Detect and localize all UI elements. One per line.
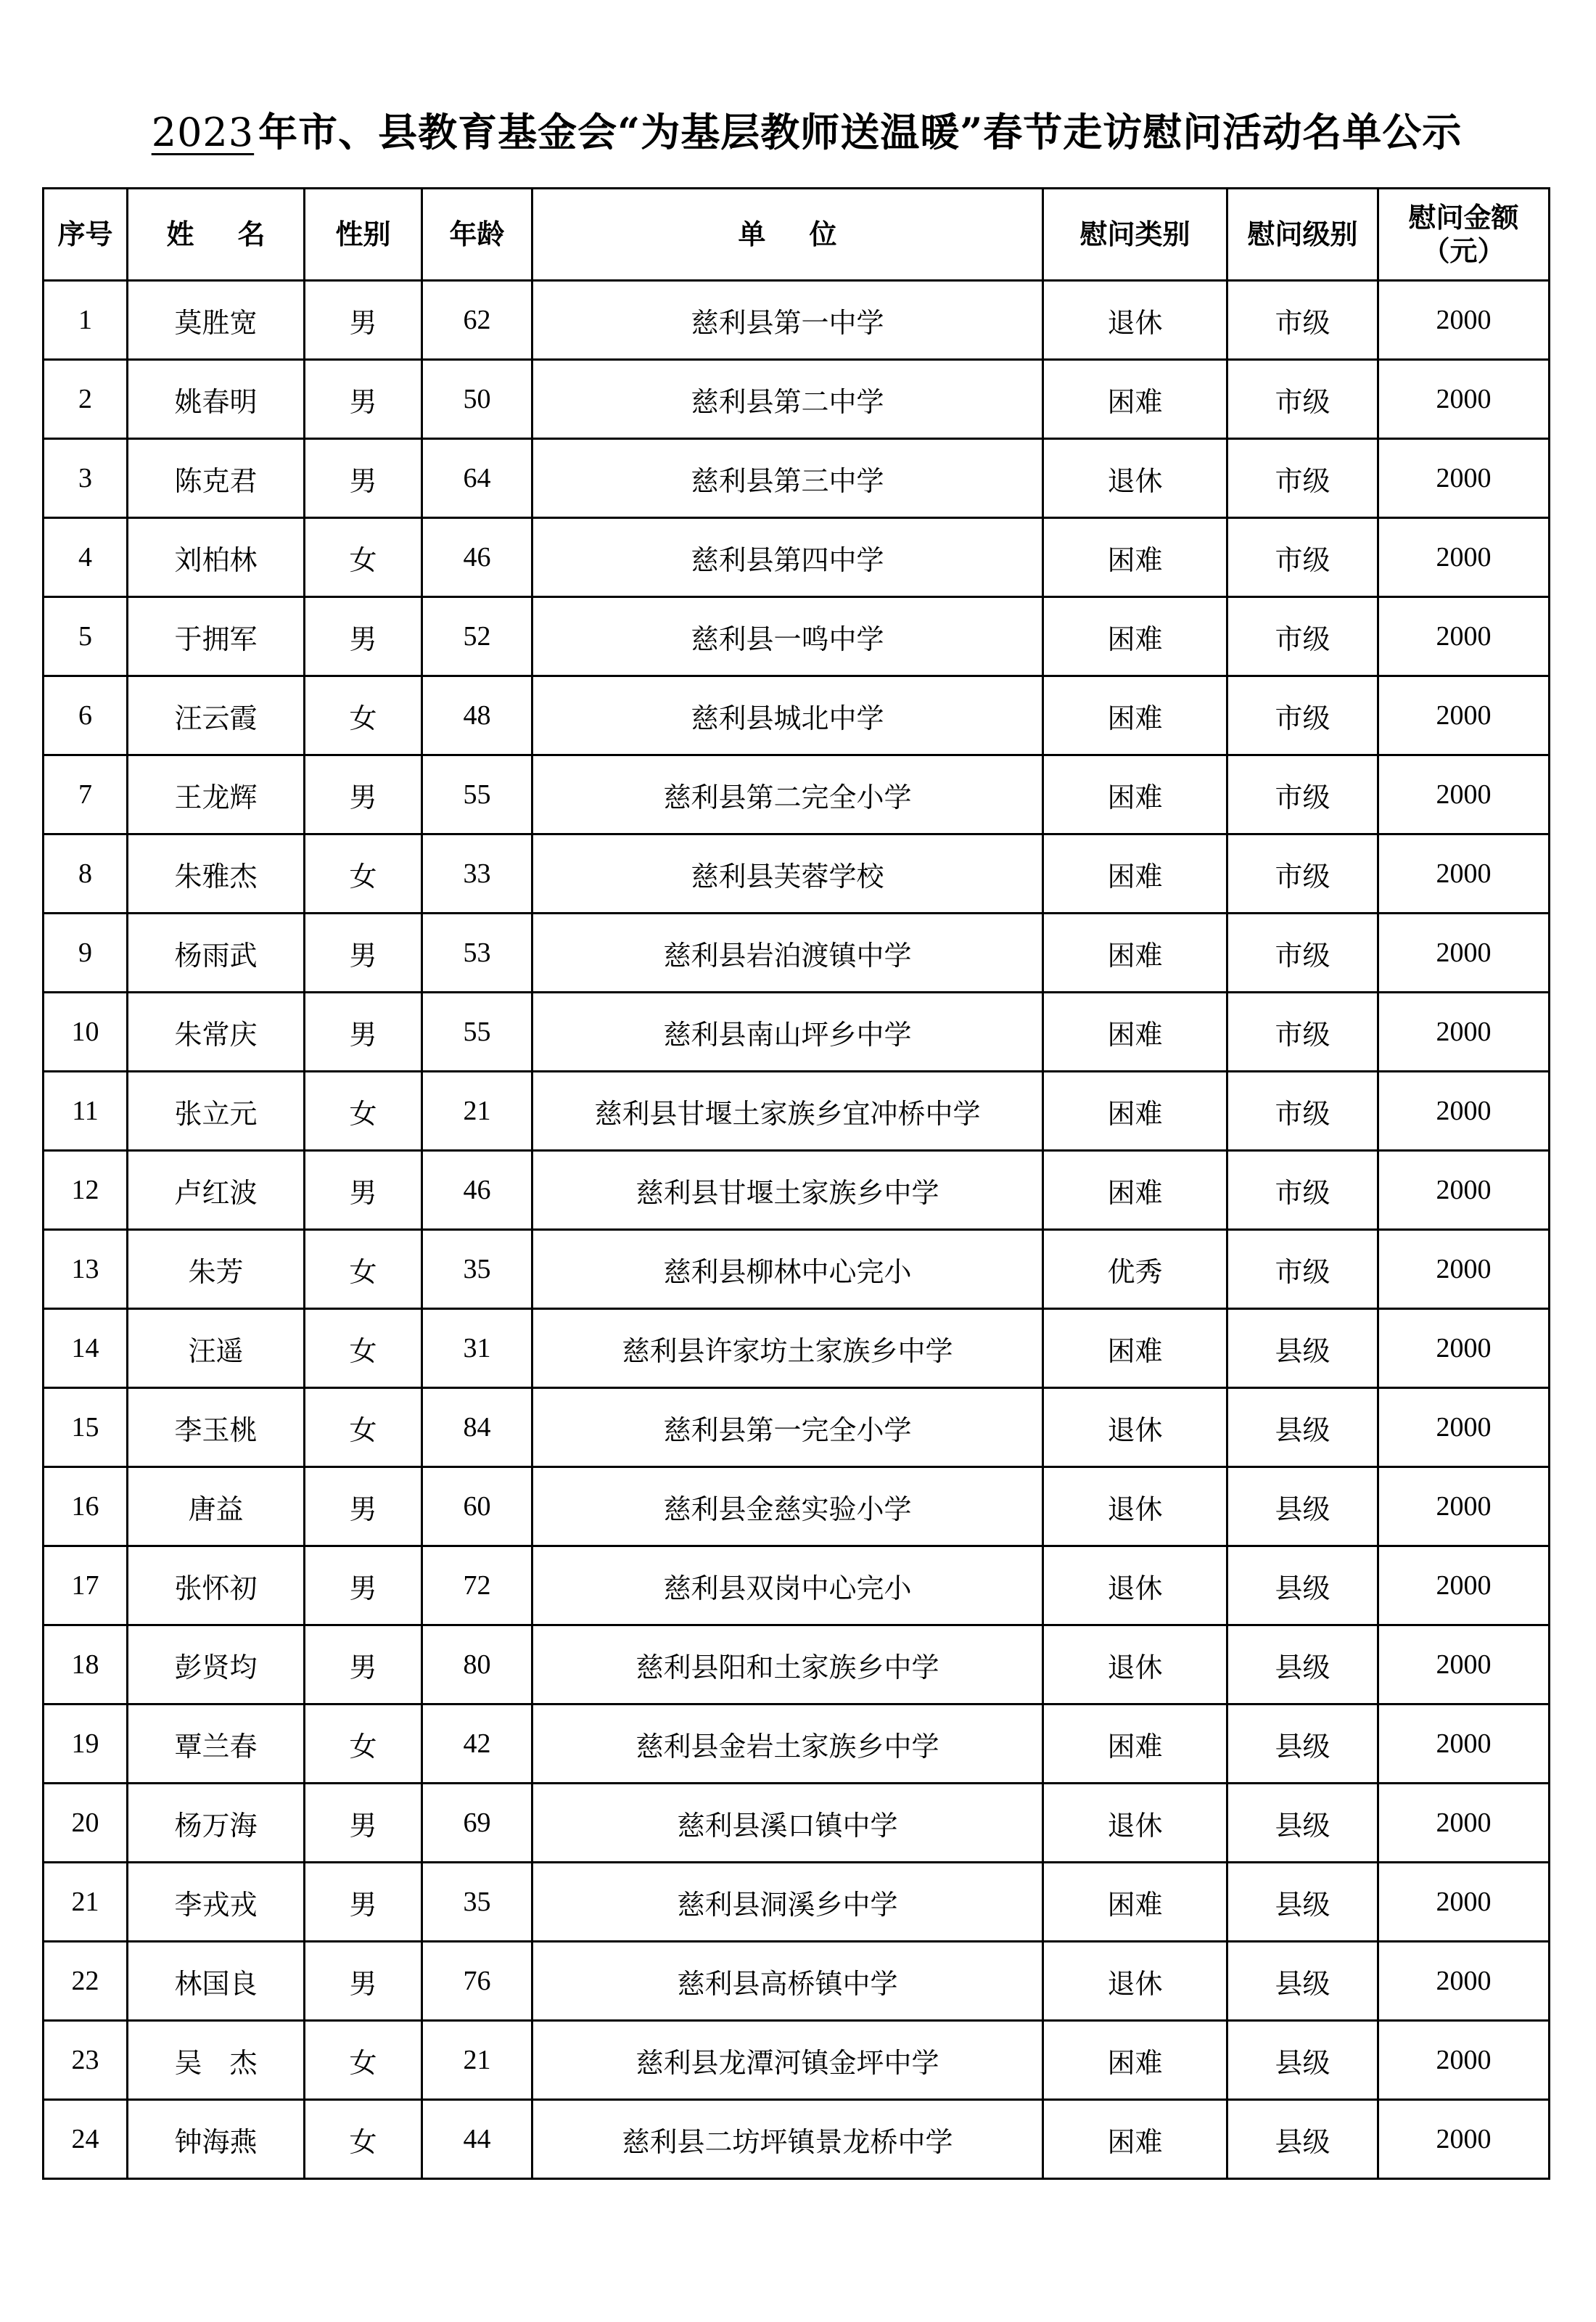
cell-gender: 男 bbox=[305, 1151, 422, 1230]
table-row bbox=[44, 281, 1550, 360]
cell-level: 县级 bbox=[1227, 1546, 1378, 1625]
table-row bbox=[44, 1309, 1550, 1388]
cell-unit: 慈利县金岩土家族乡中学 bbox=[532, 1704, 1043, 1784]
cell-name: 王龙辉 bbox=[128, 755, 305, 834]
cell-index: 5 bbox=[44, 597, 128, 676]
cell-amount: 2000 bbox=[1378, 914, 1550, 993]
cell-amount: 2000 bbox=[1378, 1467, 1550, 1546]
header-level: 慰问级别 bbox=[1227, 189, 1378, 281]
cell-level: 市级 bbox=[1227, 1151, 1378, 1230]
cell-unit: 慈利县芙蓉学校 bbox=[532, 834, 1043, 914]
cell-age: 76 bbox=[422, 1942, 532, 2021]
cell-index: 18 bbox=[44, 1625, 128, 1704]
cell-level: 县级 bbox=[1227, 1942, 1378, 2021]
header-index: 序号 bbox=[44, 189, 128, 281]
cell-age: 44 bbox=[422, 2100, 532, 2179]
table-row bbox=[44, 1784, 1550, 1863]
cell-unit: 慈利县溪口镇中学 bbox=[532, 1784, 1043, 1863]
cell-category: 困难 bbox=[1043, 993, 1227, 1072]
cell-gender: 男 bbox=[305, 914, 422, 993]
cell-age: 46 bbox=[422, 518, 532, 597]
cell-age: 42 bbox=[422, 1704, 532, 1784]
cell-name: 于拥军 bbox=[128, 597, 305, 676]
header-unit-b: 位 bbox=[809, 218, 837, 250]
cell-index: 6 bbox=[44, 676, 128, 755]
cell-name: 李戎戎 bbox=[128, 1863, 305, 1942]
cell-age: 21 bbox=[422, 1072, 532, 1151]
header-category: 慰问类别 bbox=[1043, 189, 1227, 281]
cell-amount: 2000 bbox=[1378, 1942, 1550, 2021]
table-row bbox=[44, 755, 1550, 834]
cell-name: 卢红波 bbox=[128, 1151, 305, 1230]
cell-amount: 2000 bbox=[1378, 1230, 1550, 1309]
cell-age: 60 bbox=[422, 1467, 532, 1546]
cell-gender: 男 bbox=[305, 993, 422, 1072]
header-name bbox=[128, 189, 305, 281]
table-row bbox=[44, 1625, 1550, 1704]
cell-level: 县级 bbox=[1227, 1388, 1378, 1467]
cell-amount: 2000 bbox=[1378, 518, 1550, 597]
cell-gender: 女 bbox=[305, 834, 422, 914]
cell-index: 13 bbox=[44, 1230, 128, 1309]
table-row bbox=[44, 1863, 1550, 1942]
cell-index: 2 bbox=[44, 360, 128, 439]
cell-level: 县级 bbox=[1227, 1467, 1378, 1546]
cell-level: 市级 bbox=[1227, 676, 1378, 755]
cell-category: 困难 bbox=[1043, 1704, 1227, 1784]
cell-index: 8 bbox=[44, 834, 128, 914]
cell-unit: 慈利县岩泊渡镇中学 bbox=[532, 914, 1043, 993]
cell-category: 困难 bbox=[1043, 360, 1227, 439]
cell-unit: 慈利县第三中学 bbox=[532, 439, 1043, 518]
cell-age: 50 bbox=[422, 360, 532, 439]
cell-unit: 慈利县南山坪乡中学 bbox=[532, 993, 1043, 1072]
cell-gender: 女 bbox=[305, 1230, 422, 1309]
cell-gender: 男 bbox=[305, 439, 422, 518]
cell-unit: 慈利县第四中学 bbox=[532, 518, 1043, 597]
cell-category: 困难 bbox=[1043, 676, 1227, 755]
cell-amount: 2000 bbox=[1378, 755, 1550, 834]
cell-age: 53 bbox=[422, 914, 532, 993]
cell-level: 市级 bbox=[1227, 439, 1378, 518]
cell-name: 陈克君 bbox=[128, 439, 305, 518]
cell-level: 市级 bbox=[1227, 360, 1378, 439]
cell-name: 朱芳 bbox=[128, 1230, 305, 1309]
cell-age: 31 bbox=[422, 1309, 532, 1388]
cell-age: 48 bbox=[422, 676, 532, 755]
cell-name: 朱常庆 bbox=[128, 993, 305, 1072]
cell-name: 张怀初 bbox=[128, 1546, 305, 1625]
cell-age: 84 bbox=[422, 1388, 532, 1467]
cell-gender: 女 bbox=[305, 2100, 422, 2179]
cell-amount: 2000 bbox=[1378, 2021, 1550, 2100]
cell-amount: 2000 bbox=[1378, 281, 1550, 360]
cell-name: 张立元 bbox=[128, 1072, 305, 1151]
table-row bbox=[44, 1230, 1550, 1309]
header-amount bbox=[1378, 189, 1550, 281]
cell-category: 退休 bbox=[1043, 1625, 1227, 1704]
table-row bbox=[44, 914, 1550, 993]
header-name-a: 姓 bbox=[166, 218, 194, 250]
cell-amount: 2000 bbox=[1378, 1151, 1550, 1230]
cell-category: 困难 bbox=[1043, 1309, 1227, 1388]
cell-age: 62 bbox=[422, 281, 532, 360]
cell-category: 困难 bbox=[1043, 597, 1227, 676]
cell-level: 县级 bbox=[1227, 2100, 1378, 2179]
cell-index: 17 bbox=[44, 1546, 128, 1625]
cell-category: 退休 bbox=[1043, 1388, 1227, 1467]
cell-level: 县级 bbox=[1227, 1309, 1378, 1388]
header-row bbox=[44, 189, 1550, 281]
table-row bbox=[44, 1151, 1550, 1230]
cell-age: 55 bbox=[422, 755, 532, 834]
cell-unit: 慈利县龙潭河镇金坪中学 bbox=[532, 2021, 1043, 2100]
cell-level: 县级 bbox=[1227, 1784, 1378, 1863]
cell-name: 唐益 bbox=[128, 1467, 305, 1546]
cell-age: 21 bbox=[422, 2021, 532, 2100]
header-unit bbox=[532, 189, 1043, 281]
cell-index: 7 bbox=[44, 755, 128, 834]
table-row bbox=[44, 1072, 1550, 1151]
cell-name: 李玉桃 bbox=[128, 1388, 305, 1467]
table-row bbox=[44, 439, 1550, 518]
cell-index: 15 bbox=[44, 1388, 128, 1467]
cell-age: 69 bbox=[422, 1784, 532, 1863]
cell-amount: 2000 bbox=[1378, 2100, 1550, 2179]
cell-age: 52 bbox=[422, 597, 532, 676]
cell-unit: 慈利县金慈实验小学 bbox=[532, 1467, 1043, 1546]
cell-category: 退休 bbox=[1043, 281, 1227, 360]
cell-category: 困难 bbox=[1043, 834, 1227, 914]
cell-index: 21 bbox=[44, 1863, 128, 1942]
cell-amount: 2000 bbox=[1378, 1625, 1550, 1704]
cell-gender: 女 bbox=[305, 1388, 422, 1467]
cell-category: 优秀 bbox=[1043, 1230, 1227, 1309]
cell-unit: 慈利县柳林中心完小 bbox=[532, 1230, 1043, 1309]
cell-category: 退休 bbox=[1043, 1546, 1227, 1625]
cell-name: 汪云霞 bbox=[128, 676, 305, 755]
title-text: 年市、县教育基金会“为基层教师送温暖”春节走访慰问活动名单公示 bbox=[258, 109, 1463, 155]
cell-gender: 男 bbox=[305, 1942, 422, 2021]
cell-unit: 慈利县许家坊土家族乡中学 bbox=[532, 1309, 1043, 1388]
header-amount-line1: 慰问金额 bbox=[1408, 202, 1519, 234]
cell-age: 64 bbox=[422, 439, 532, 518]
cell-unit: 慈利县甘堰土家族乡中学 bbox=[532, 1151, 1043, 1230]
cell-level: 县级 bbox=[1227, 1625, 1378, 1704]
cell-gender: 男 bbox=[305, 755, 422, 834]
cell-name: 朱雅杰 bbox=[128, 834, 305, 914]
cell-index: 22 bbox=[44, 1942, 128, 2021]
cell-index: 24 bbox=[44, 2100, 128, 2179]
cell-amount: 2000 bbox=[1378, 834, 1550, 914]
cell-gender: 女 bbox=[305, 518, 422, 597]
header-age: 年龄 bbox=[422, 189, 532, 281]
cell-amount: 2000 bbox=[1378, 360, 1550, 439]
cell-gender: 男 bbox=[305, 1625, 422, 1704]
cell-amount: 2000 bbox=[1378, 1072, 1550, 1151]
cell-index: 3 bbox=[44, 439, 128, 518]
cell-gender: 男 bbox=[305, 597, 422, 676]
cell-level: 县级 bbox=[1227, 2021, 1378, 2100]
cell-name: 姚春明 bbox=[128, 360, 305, 439]
cell-amount: 2000 bbox=[1378, 1388, 1550, 1467]
cell-unit: 慈利县洞溪乡中学 bbox=[532, 1863, 1043, 1942]
cell-gender: 女 bbox=[305, 2021, 422, 2100]
cell-gender: 女 bbox=[305, 1309, 422, 1388]
cell-index: 12 bbox=[44, 1151, 128, 1230]
table-row bbox=[44, 1942, 1550, 2021]
cell-unit: 慈利县第二完全小学 bbox=[532, 755, 1043, 834]
cell-name: 覃兰春 bbox=[128, 1704, 305, 1784]
header-name-b: 名 bbox=[237, 218, 266, 250]
cell-unit: 慈利县双岗中心完小 bbox=[532, 1546, 1043, 1625]
cell-category: 退休 bbox=[1043, 1467, 1227, 1546]
cell-unit: 慈利县一鸣中学 bbox=[532, 597, 1043, 676]
page-title bbox=[0, 102, 1596, 157]
cell-name: 莫胜宽 bbox=[128, 281, 305, 360]
cell-gender: 男 bbox=[305, 1784, 422, 1863]
cell-amount: 2000 bbox=[1378, 993, 1550, 1072]
cell-gender: 男 bbox=[305, 1863, 422, 1942]
cell-amount: 2000 bbox=[1378, 1704, 1550, 1784]
cell-category: 困难 bbox=[1043, 1863, 1227, 1942]
table-row bbox=[44, 1546, 1550, 1625]
cell-gender: 男 bbox=[305, 1467, 422, 1546]
cell-unit: 慈利县第二中学 bbox=[532, 360, 1043, 439]
cell-level: 县级 bbox=[1227, 1863, 1378, 1942]
cell-index: 16 bbox=[44, 1467, 128, 1546]
cell-name: 林国良 bbox=[128, 1942, 305, 2021]
cell-unit: 慈利县阳和土家族乡中学 bbox=[532, 1625, 1043, 1704]
cell-category: 困难 bbox=[1043, 755, 1227, 834]
cell-name: 汪遥 bbox=[128, 1309, 305, 1388]
cell-index: 1 bbox=[44, 281, 128, 360]
cell-gender: 女 bbox=[305, 676, 422, 755]
cell-unit: 慈利县第一完全小学 bbox=[532, 1388, 1043, 1467]
cell-category: 困难 bbox=[1043, 1151, 1227, 1230]
cell-category: 困难 bbox=[1043, 914, 1227, 993]
cell-name: 杨雨武 bbox=[128, 914, 305, 993]
cell-age: 35 bbox=[422, 1230, 532, 1309]
table-row bbox=[44, 2100, 1550, 2179]
cell-level: 市级 bbox=[1227, 755, 1378, 834]
table-row bbox=[44, 360, 1550, 439]
cell-age: 46 bbox=[422, 1151, 532, 1230]
cell-index: 10 bbox=[44, 993, 128, 1072]
cell-name: 杨万海 bbox=[128, 1784, 305, 1863]
cell-category: 困难 bbox=[1043, 2100, 1227, 2179]
table-row bbox=[44, 1388, 1550, 1467]
cell-level: 市级 bbox=[1227, 834, 1378, 914]
cell-name: 彭贤均 bbox=[128, 1625, 305, 1704]
cell-gender: 男 bbox=[305, 281, 422, 360]
cell-age: 33 bbox=[422, 834, 532, 914]
header-unit-a: 单 bbox=[738, 218, 766, 250]
cell-gender: 男 bbox=[305, 360, 422, 439]
cell-amount: 2000 bbox=[1378, 1309, 1550, 1388]
title-year: 2023 bbox=[151, 110, 255, 155]
cell-unit: 慈利县高桥镇中学 bbox=[532, 1942, 1043, 2021]
cell-category: 困难 bbox=[1043, 1072, 1227, 1151]
table-row bbox=[44, 834, 1550, 914]
cell-unit: 慈利县城北中学 bbox=[532, 676, 1043, 755]
cell-category: 退休 bbox=[1043, 1784, 1227, 1863]
table-row bbox=[44, 993, 1550, 1072]
cell-category: 困难 bbox=[1043, 2021, 1227, 2100]
cell-gender: 女 bbox=[305, 1072, 422, 1151]
header-gender: 性别 bbox=[305, 189, 422, 281]
cell-amount: 2000 bbox=[1378, 1784, 1550, 1863]
cell-index: 23 bbox=[44, 2021, 128, 2100]
cell-age: 55 bbox=[422, 993, 532, 1072]
cell-index: 9 bbox=[44, 914, 128, 993]
cell-name: 钟海燕 bbox=[128, 2100, 305, 2179]
cell-gender: 女 bbox=[305, 1704, 422, 1784]
cell-unit: 慈利县二坊坪镇景龙桥中学 bbox=[532, 2100, 1043, 2179]
cell-index: 11 bbox=[44, 1072, 128, 1151]
cell-category: 退休 bbox=[1043, 1942, 1227, 2021]
table-row bbox=[44, 1467, 1550, 1546]
cell-index: 14 bbox=[44, 1309, 128, 1388]
cell-level: 市级 bbox=[1227, 914, 1378, 993]
cell-level: 市级 bbox=[1227, 518, 1378, 597]
cell-level: 市级 bbox=[1227, 281, 1378, 360]
cell-index: 19 bbox=[44, 1704, 128, 1784]
roster-body bbox=[44, 281, 1550, 2179]
cell-gender: 男 bbox=[305, 1546, 422, 1625]
cell-category: 退休 bbox=[1043, 439, 1227, 518]
cell-index: 4 bbox=[44, 518, 128, 597]
roster-table bbox=[42, 187, 1550, 2180]
cell-amount: 2000 bbox=[1378, 676, 1550, 755]
cell-amount: 2000 bbox=[1378, 1546, 1550, 1625]
table-row bbox=[44, 518, 1550, 597]
cell-name: 吴 杰 bbox=[128, 2021, 305, 2100]
table-row bbox=[44, 676, 1550, 755]
cell-amount: 2000 bbox=[1378, 439, 1550, 518]
cell-age: 35 bbox=[422, 1863, 532, 1942]
cell-level: 市级 bbox=[1227, 1230, 1378, 1309]
cell-amount: 2000 bbox=[1378, 1863, 1550, 1942]
cell-amount: 2000 bbox=[1378, 597, 1550, 676]
table-row bbox=[44, 1704, 1550, 1784]
cell-unit: 慈利县第一中学 bbox=[532, 281, 1043, 360]
cell-level: 县级 bbox=[1227, 1704, 1378, 1784]
cell-level: 市级 bbox=[1227, 597, 1378, 676]
cell-level: 市级 bbox=[1227, 1072, 1378, 1151]
table-row bbox=[44, 2021, 1550, 2100]
cell-name: 刘柏林 bbox=[128, 518, 305, 597]
cell-age: 80 bbox=[422, 1625, 532, 1704]
table-row bbox=[44, 597, 1550, 676]
cell-unit: 慈利县甘堰土家族乡宜冲桥中学 bbox=[532, 1072, 1043, 1151]
cell-level: 市级 bbox=[1227, 993, 1378, 1072]
cell-category: 困难 bbox=[1043, 518, 1227, 597]
header-amount-line2: （元） bbox=[1422, 235, 1505, 267]
cell-index: 20 bbox=[44, 1784, 128, 1863]
cell-age: 72 bbox=[422, 1546, 532, 1625]
